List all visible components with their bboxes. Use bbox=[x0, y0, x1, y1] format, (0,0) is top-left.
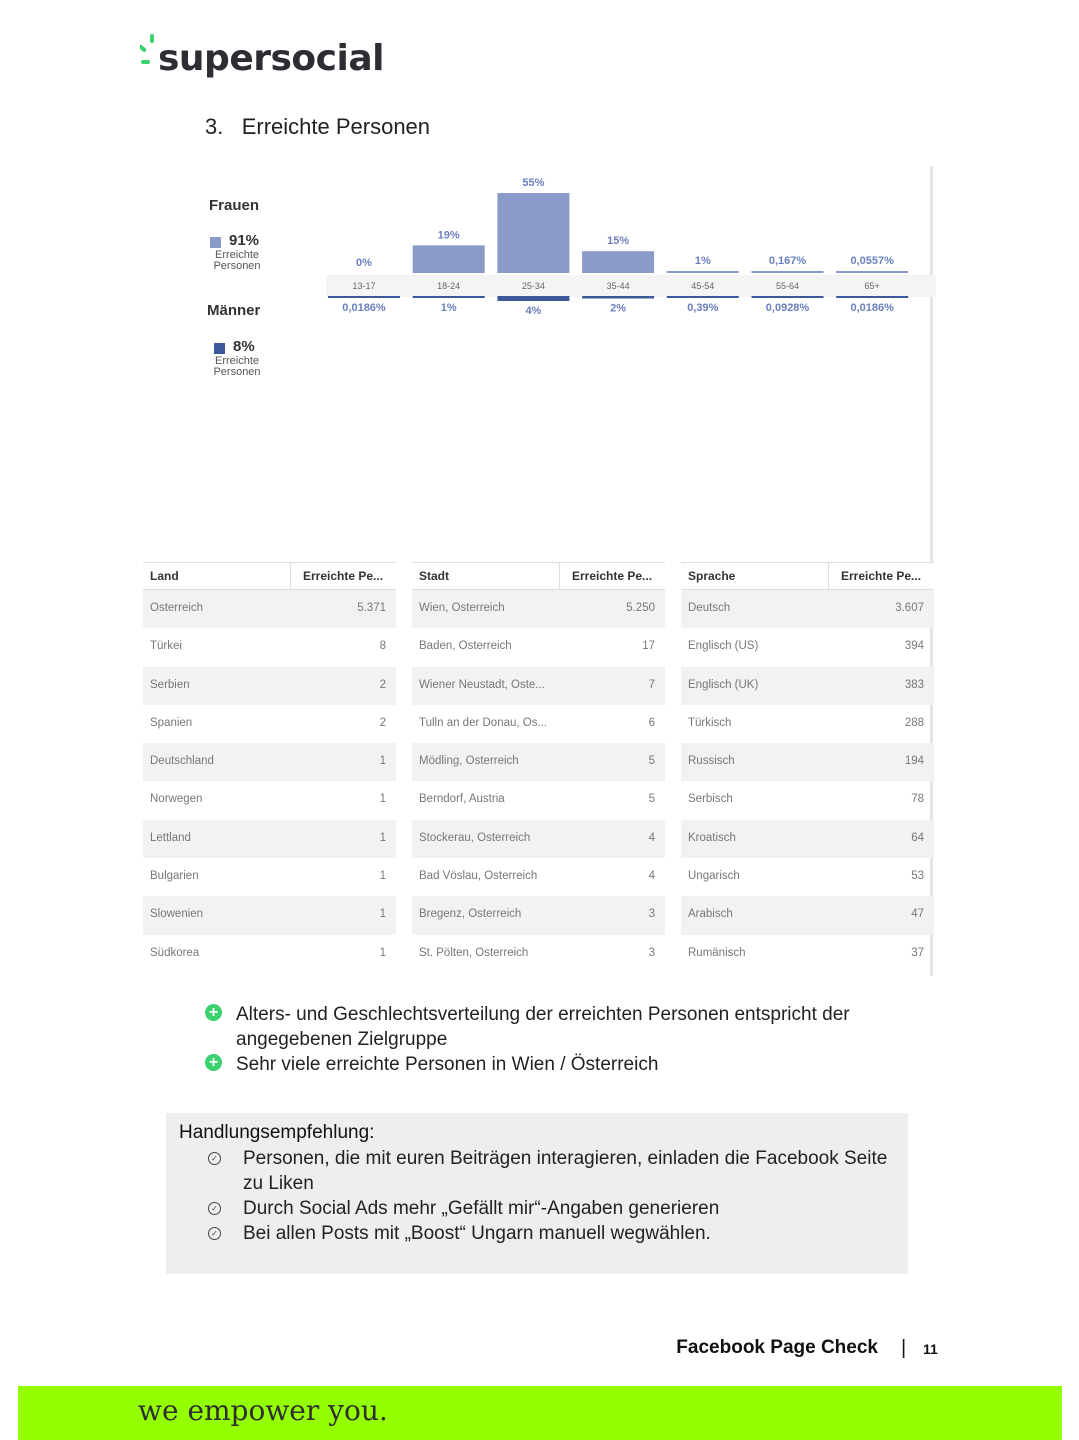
table-row bbox=[681, 590, 934, 628]
table-land bbox=[143, 562, 396, 973]
table-row bbox=[681, 667, 934, 705]
cell-value: 1 bbox=[379, 831, 386, 844]
cell-name: Österreich bbox=[150, 602, 204, 614]
cell-name: Mödling, Österreich bbox=[419, 755, 519, 768]
bar-maenner bbox=[667, 296, 739, 298]
table-row bbox=[412, 590, 665, 628]
table-row bbox=[681, 858, 934, 896]
bar-maenner bbox=[582, 296, 654, 299]
cell-value: 1 bbox=[379, 755, 386, 768]
tick-label: 45-54 bbox=[691, 281, 715, 291]
legend-maenner-label: Erreichte Personen bbox=[213, 355, 261, 378]
data-label-frauen: 19% bbox=[437, 229, 460, 242]
cell-value: 1 bbox=[379, 946, 386, 959]
cell-value: 288 bbox=[904, 716, 924, 729]
table-row bbox=[412, 743, 665, 781]
recommendation-item: ✓ Bei allen Posts mit „Boost“ Ungarn manuell wegwählen. bbox=[208, 1221, 888, 1246]
cell-value: 1 bbox=[379, 908, 386, 921]
plus-icon: + bbox=[205, 1004, 222, 1021]
cell-value: 4 bbox=[648, 831, 655, 844]
check-circle-icon: ✓ bbox=[208, 1152, 221, 1165]
cell-value: 3.607 bbox=[895, 602, 924, 614]
cell-name: Ungarisch bbox=[688, 870, 740, 883]
data-label-maenner: 1% bbox=[440, 302, 457, 314]
recommendation-title: Handlungsempfehlung: bbox=[179, 1122, 375, 1143]
cell-value: 37 bbox=[911, 946, 924, 959]
check-circle-icon: ✓ bbox=[208, 1227, 221, 1240]
cell-value: 1 bbox=[379, 870, 386, 883]
cell-name: Tulln an der Donau, Ös... bbox=[419, 716, 548, 729]
cell-value: 383 bbox=[904, 678, 924, 691]
table-row bbox=[681, 743, 934, 781]
cell-value: 5.371 bbox=[357, 602, 386, 614]
col-header-sprache[interactable]: Sprache bbox=[688, 569, 736, 583]
page-number: 11 bbox=[923, 1341, 938, 1357]
bar-maenner bbox=[328, 296, 400, 298]
positive-item: + Sehr viele erreichte Personen in Wien / Österreich bbox=[205, 1052, 905, 1077]
footer-bar bbox=[18, 1386, 1062, 1440]
cell-name: Südkorea bbox=[150, 946, 200, 959]
table-row bbox=[143, 935, 396, 973]
cell-name: Berndorf, Austria bbox=[419, 793, 505, 806]
footer-label: Facebook Page Check bbox=[676, 1337, 878, 1358]
data-label-frauen: 15% bbox=[607, 235, 630, 248]
cell-name: Stockerau, Österreich bbox=[419, 831, 531, 844]
bar-frauen bbox=[752, 271, 824, 273]
data-label-maenner: 4% bbox=[525, 305, 542, 317]
data-label-maenner: 0,0928% bbox=[765, 302, 810, 314]
cell-value: 194 bbox=[904, 755, 924, 768]
table-header bbox=[681, 562, 934, 590]
table-row bbox=[143, 743, 396, 781]
cell-value: 3 bbox=[648, 908, 655, 921]
cell-name: Bregenz, Österreich bbox=[419, 908, 522, 921]
col-header-reach[interactable]: Erreichte Pe... bbox=[828, 563, 921, 589]
bar-frauen bbox=[413, 245, 485, 273]
col-header-reach[interactable]: Erreichte Pe... bbox=[559, 563, 652, 589]
table-row bbox=[143, 705, 396, 743]
table-row bbox=[143, 781, 396, 819]
cell-value: 5.250 bbox=[626, 602, 655, 614]
positive-points bbox=[205, 1002, 905, 1077]
tick-label: 25-34 bbox=[521, 281, 545, 291]
cell-name: Spanien bbox=[150, 716, 193, 729]
cell-value: 5 bbox=[648, 793, 655, 806]
logo-text: supersocial bbox=[158, 38, 384, 79]
section-number: 3. bbox=[205, 114, 224, 139]
cell-value: 8 bbox=[379, 640, 386, 653]
cell-value: 394 bbox=[904, 640, 924, 653]
axis-band bbox=[326, 275, 936, 297]
cell-value: 1 bbox=[379, 793, 386, 806]
legend-frauen-title: Frauen bbox=[209, 197, 260, 214]
table-header bbox=[412, 562, 665, 590]
table-row bbox=[412, 935, 665, 973]
table-row bbox=[412, 820, 665, 858]
data-label-maenner: 0,0186% bbox=[850, 302, 894, 314]
section-title: Erreichte Personen bbox=[241, 114, 431, 139]
data-label-frauen: 55% bbox=[522, 177, 545, 189]
table-row bbox=[143, 820, 396, 858]
cell-name: Serbisch bbox=[688, 793, 733, 806]
recommendation-item: ✓ Durch Social Ads mehr „Gefällt mir“-Angaben generieren bbox=[208, 1196, 888, 1221]
data-label-frauen: 1% bbox=[694, 255, 711, 267]
table-row bbox=[681, 935, 934, 973]
bar-frauen bbox=[582, 251, 654, 273]
check-circle-icon: ✓ bbox=[208, 1202, 221, 1215]
table-sprache bbox=[681, 562, 934, 973]
table-row bbox=[412, 858, 665, 896]
cell-name: Englisch (UK) bbox=[688, 678, 759, 691]
slogan: we empower you. bbox=[138, 1394, 388, 1427]
cell-value: 78 bbox=[911, 793, 924, 806]
legend-maenner-pct: 8% bbox=[233, 338, 255, 355]
cell-name: Bad Vöslau, Österreich bbox=[419, 870, 538, 883]
cell-name: Kroatisch bbox=[688, 831, 736, 844]
table-row bbox=[681, 705, 934, 743]
table-row bbox=[412, 896, 665, 934]
bar-maenner bbox=[836, 296, 908, 298]
legend-frauen-label: Erreichte Personen bbox=[213, 249, 261, 272]
legend-maenner-title: Männer bbox=[207, 302, 261, 319]
cell-value: 6 bbox=[648, 716, 655, 729]
cell-name: St. Pölten, Österreich bbox=[419, 946, 529, 959]
recommendation-box bbox=[166, 1113, 908, 1274]
chart-svg bbox=[198, 166, 938, 391]
cell-name: Russisch bbox=[688, 755, 735, 768]
cell-name: Wien, Österreich bbox=[419, 602, 505, 614]
col-header-reach[interactable]: Erreichte Pe... bbox=[290, 563, 383, 589]
cell-name: Bulgarien bbox=[150, 870, 199, 883]
cell-name: Deutschland bbox=[150, 755, 214, 768]
table-row bbox=[143, 628, 396, 666]
cell-value: 7 bbox=[648, 678, 655, 691]
table-row bbox=[412, 667, 665, 705]
cell-value: 64 bbox=[911, 831, 924, 844]
cell-name: Deutsch bbox=[688, 602, 731, 614]
bar-maenner bbox=[413, 296, 485, 298]
cell-name: Arabisch bbox=[688, 908, 733, 921]
cell-name: Serbien bbox=[150, 678, 190, 691]
table-row bbox=[681, 781, 934, 819]
cell-value: 2 bbox=[379, 716, 386, 729]
cell-name: Lettland bbox=[150, 831, 191, 844]
cell-value: 17 bbox=[642, 640, 655, 653]
table-row bbox=[412, 705, 665, 743]
section-heading bbox=[205, 114, 430, 140]
footer-separator: | bbox=[901, 1337, 907, 1359]
table-row bbox=[412, 781, 665, 819]
cell-name: Wiener Neustadt, Öste... bbox=[419, 678, 545, 691]
table-row bbox=[681, 628, 934, 666]
recommendation-list bbox=[208, 1146, 888, 1246]
data-label-frauen: 0,0557% bbox=[850, 255, 894, 267]
bar-maenner bbox=[497, 296, 569, 301]
cell-value: 53 bbox=[911, 870, 924, 883]
cell-value: 3 bbox=[648, 946, 655, 959]
col-header-stadt[interactable]: Stadt bbox=[419, 569, 449, 583]
table-row bbox=[412, 628, 665, 666]
table-header bbox=[143, 562, 396, 590]
cell-name: Rumänisch bbox=[688, 946, 746, 959]
cell-value: 4 bbox=[648, 870, 655, 883]
bar-maenner bbox=[752, 296, 824, 298]
data-label-frauen: 0,167% bbox=[768, 255, 807, 267]
data-label-maenner: 0,0186% bbox=[342, 302, 386, 314]
bar-frauen bbox=[667, 271, 739, 273]
tick-label: 65+ bbox=[864, 281, 880, 291]
table-row bbox=[143, 896, 396, 934]
cell-value: 5 bbox=[648, 755, 655, 768]
positive-item: + Alters- und Geschlechtsverteilung der erreichten Personen entspricht der angegebenen Zielgruppe bbox=[205, 1002, 905, 1052]
tick-label: 18-24 bbox=[437, 281, 461, 291]
table-row bbox=[143, 667, 396, 705]
cell-value: 47 bbox=[911, 908, 924, 921]
bar-frauen bbox=[836, 271, 908, 273]
table-stadt bbox=[412, 562, 665, 973]
data-label-frauen: 0% bbox=[356, 257, 372, 269]
cell-value: 2 bbox=[379, 678, 386, 691]
plus-icon: + bbox=[205, 1054, 222, 1071]
col-header-land[interactable]: Land bbox=[150, 569, 179, 583]
tick-label: 13-17 bbox=[352, 281, 376, 291]
bar-frauen bbox=[497, 193, 569, 273]
cell-name: Baden, Österreich bbox=[419, 640, 512, 653]
tick-label: 35-44 bbox=[606, 281, 630, 291]
cell-name: Türkei bbox=[150, 640, 182, 653]
table-row bbox=[143, 590, 396, 628]
recommendation-item: ✓ Personen, die mit euren Beiträgen interagieren, einladen die Facebook Seite zu Liken bbox=[208, 1146, 888, 1196]
table-row bbox=[143, 858, 396, 896]
data-label-maenner: 2% bbox=[610, 302, 627, 315]
table-row bbox=[681, 820, 934, 858]
tick-label: 55-64 bbox=[775, 281, 800, 291]
data-label-maenner: 0,39% bbox=[687, 302, 719, 314]
cell-name: Norwegen bbox=[150, 793, 203, 806]
legend-frauen-pct: 91% bbox=[229, 232, 260, 249]
cell-name: Slowenien bbox=[150, 908, 204, 921]
table-row bbox=[681, 896, 934, 934]
cell-name: Türkisch bbox=[688, 716, 732, 729]
age-gender-chart bbox=[198, 166, 938, 391]
cell-name: Englisch (US) bbox=[688, 640, 759, 653]
